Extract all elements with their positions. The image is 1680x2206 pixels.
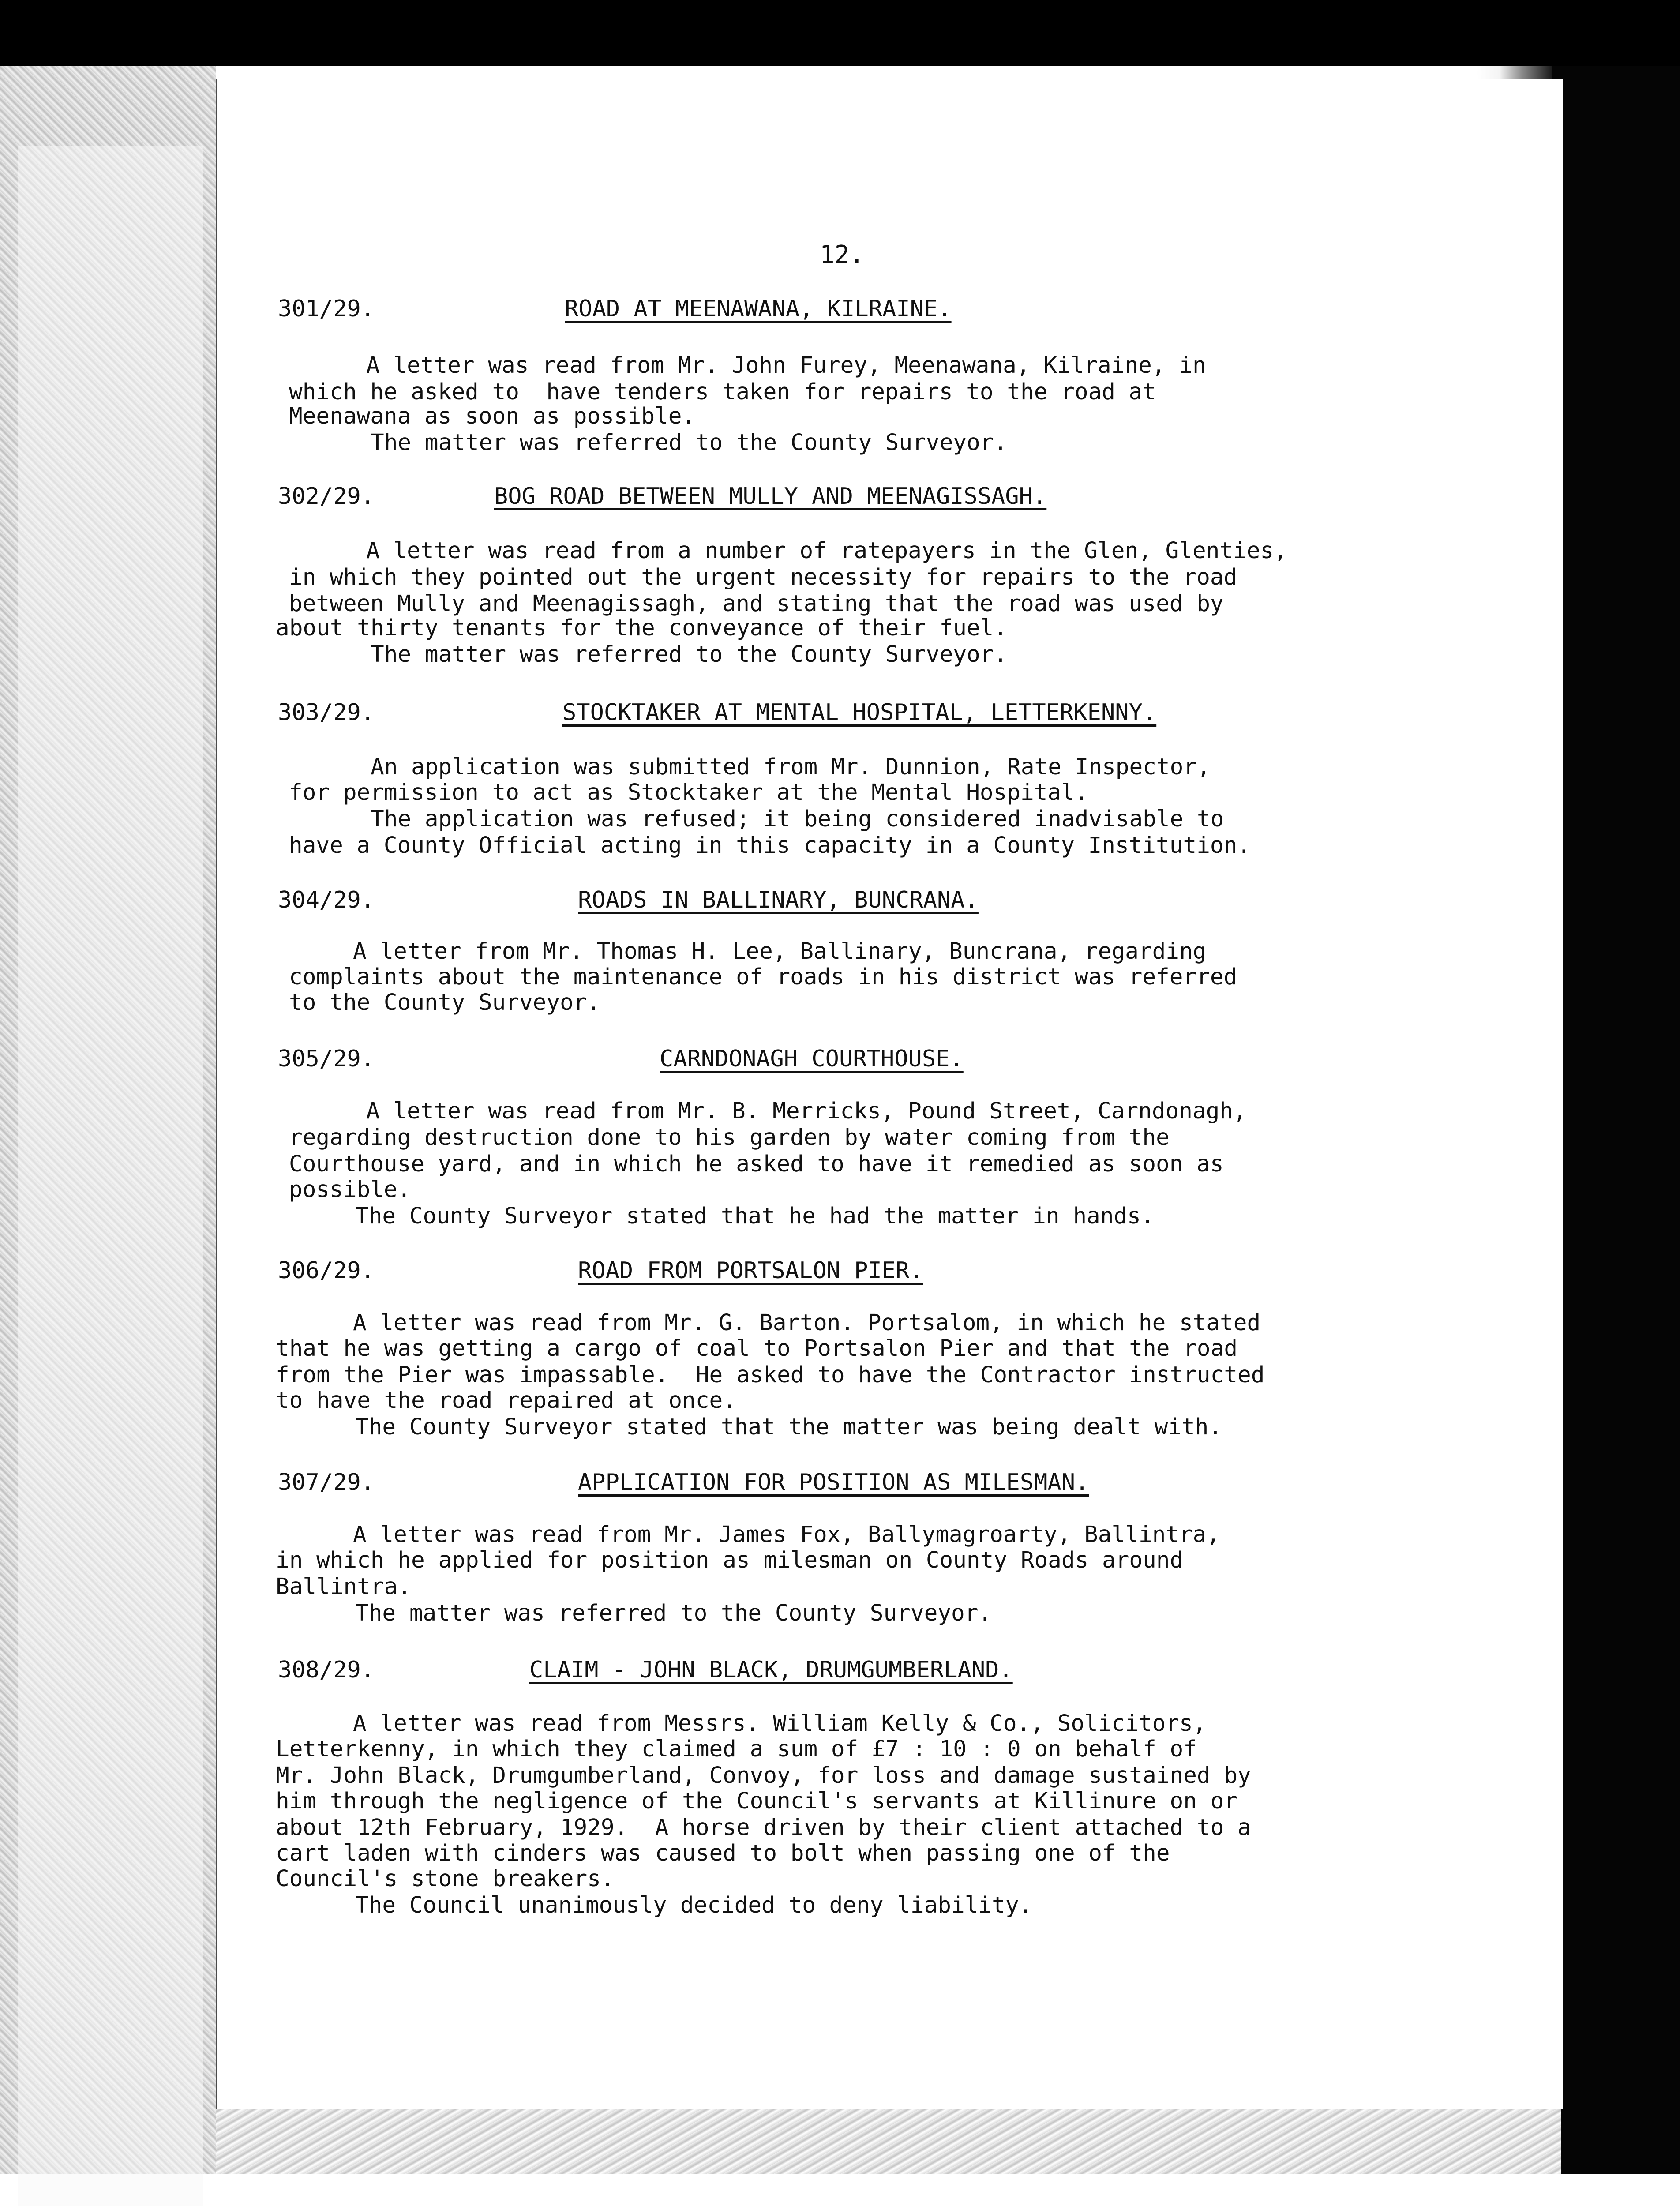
- scan-right-border: [1552, 66, 1680, 2174]
- item-number: 302/29.: [278, 483, 375, 510]
- item-title: APPLICATION FOR POSITION AS MILESMAN.: [578, 1469, 1089, 1496]
- scan-top-border: [0, 0, 1680, 66]
- body-line: A letter was read from a number of ratepayers in the Glen, Glenties,: [366, 538, 1287, 564]
- body-line: regarding destruction done to his garden by water coming from the: [289, 1125, 1170, 1151]
- body-line: The application was refused; it being considered inadvisable to: [371, 806, 1224, 832]
- item-title: CLAIM - JOHN BLACK, DRUMGUMBERLAND.: [529, 1657, 1013, 1683]
- item-title: ROAD AT MEENAWANA, KILRAINE.: [565, 296, 952, 322]
- body-line: from the Pier was impassable. He asked to have the Contractor instructed: [276, 1362, 1265, 1388]
- body-line: Council's stone breakers.: [276, 1866, 615, 1892]
- body-line: between Mully and Meenagissagh, and stating that the road was used by: [289, 591, 1224, 617]
- item-title: ROAD FROM PORTSALON PIER.: [578, 1257, 923, 1284]
- item-number: 306/29.: [278, 1257, 375, 1284]
- scan-left-margin-texture: [18, 146, 203, 2206]
- body-line: A letter was read from Mr. James Fox, Ballymagroarty, Ballintra,: [353, 1522, 1220, 1548]
- item-title: STOCKTAKER AT MENTAL HOSPITAL, LETTERKENNY.: [562, 699, 1157, 726]
- body-line: The matter was referred to the County Surveyor.: [371, 430, 1008, 456]
- item-number: 301/29.: [278, 296, 375, 322]
- scan-left-margin: [0, 66, 216, 2174]
- item-number: 304/29.: [278, 887, 375, 913]
- item-title: ROADS IN BALLINARY, BUNCRANA.: [578, 887, 979, 913]
- item-number: 307/29.: [278, 1469, 375, 1496]
- body-line: A letter was read from Mr. B. Merricks, Pound Street, Carndonagh,: [366, 1098, 1247, 1124]
- body-line: him through the negligence of the Council's servants at Killinure on or: [276, 1788, 1238, 1814]
- body-line: The Council unanimously decided to deny liability.: [355, 1892, 1033, 1918]
- body-line: about thirty tenants for the conveyance of their fuel.: [276, 615, 1008, 641]
- page-number: 12.: [820, 240, 865, 269]
- body-line: The matter was referred to the County Surveyor.: [355, 1600, 992, 1626]
- body-line: The County Surveyor stated that he had the matter in hands.: [355, 1203, 1155, 1229]
- body-line: to the County Surveyor.: [289, 990, 601, 1016]
- body-line: Courthouse yard, and in which he asked to have it remedied as soon as: [289, 1151, 1224, 1177]
- body-line: A letter was read from Messrs. William Kelly & Co., Solicitors,: [353, 1711, 1207, 1737]
- body-line: possible.: [289, 1177, 411, 1203]
- item-number: 305/29.: [278, 1046, 375, 1072]
- item-title: CARNDONAGH COURTHOUSE.: [660, 1046, 964, 1072]
- body-line: that he was getting a cargo of coal to Portsalon Pier and that the road: [276, 1336, 1238, 1362]
- body-line: which he asked to have tenders taken for repairs to the road at: [289, 379, 1156, 405]
- body-line: The matter was referred to the County Surveyor.: [371, 642, 1008, 668]
- body-line: A letter was read from Mr. G. Barton. Portsalom, in which he stated: [353, 1310, 1261, 1336]
- item-title: BOG ROAD BETWEEN MULLY AND MEENAGISSAGH.: [494, 483, 1047, 510]
- item-number: 308/29.: [278, 1657, 375, 1683]
- body-line: cart laden with cinders was caused to bolt when passing one of the: [276, 1840, 1170, 1866]
- body-line: have a County Official acting in this capacity in a County Institution.: [289, 833, 1251, 859]
- body-line: A letter was read from Mr. John Furey, Meenawana, Kilraine, in: [366, 353, 1206, 379]
- body-line: Meenawana as soon as possible.: [289, 403, 696, 429]
- body-line: The County Surveyor stated that the matter was being dealt with.: [355, 1414, 1222, 1440]
- body-line: for permission to act as Stocktaker at the Mental Hospital.: [289, 780, 1088, 806]
- body-line: Mr. John Black, Drumgumberland, Convoy, for loss and damage sustained by: [276, 1763, 1251, 1789]
- body-line: in which they pointed out the urgent necessity for repairs to the road: [289, 564, 1238, 590]
- body-line: Letterkenny, in which they claimed a sum of £7 : 10 : 0 on behalf of: [276, 1736, 1197, 1762]
- body-line: A letter from Mr. Thomas H. Lee, Ballinary, Buncrana, regarding: [353, 938, 1207, 964]
- scan-bottom-margin: [216, 2099, 1561, 2174]
- body-line: Ballintra.: [276, 1574, 412, 1600]
- item-number: 303/29.: [278, 699, 375, 726]
- body-line: An application was submitted from Mr. Dunnion, Rate Inspector,: [371, 754, 1211, 780]
- body-line: complaints about the maintenance of roads in his district was referred: [289, 964, 1238, 990]
- body-line: to have the road repaired at once.: [276, 1388, 736, 1414]
- body-line: in which he applied for position as milesman on County Roads around: [276, 1547, 1184, 1573]
- body-line: about 12th February, 1929. A horse driven by their client attached to a: [276, 1815, 1251, 1841]
